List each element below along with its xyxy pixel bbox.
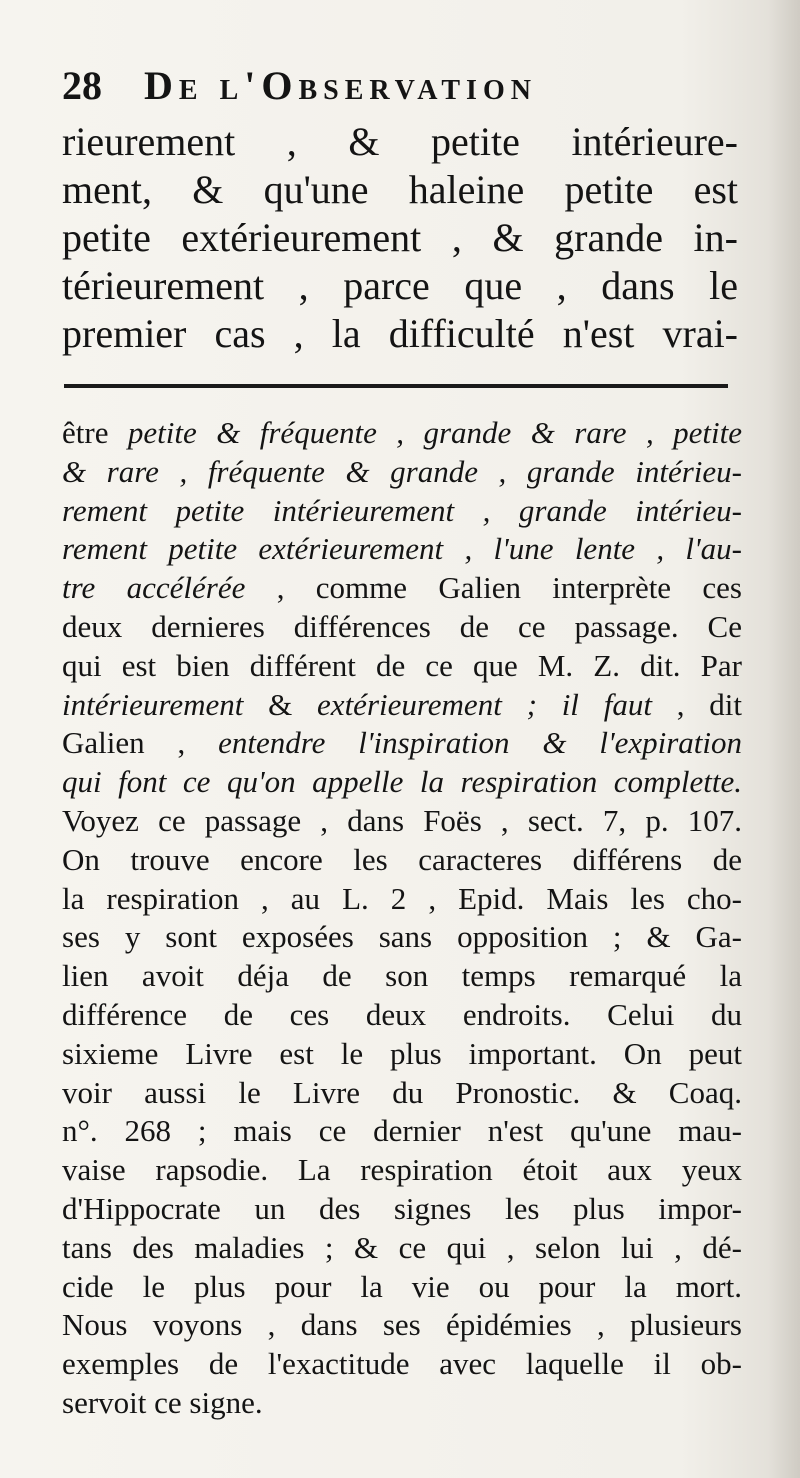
main-text-line: premier cas , la difficulté n'est vrai- — [62, 311, 738, 356]
footnote-line — [62, 841, 742, 880]
footnote-line — [62, 763, 742, 802]
footnote-line — [62, 453, 742, 492]
footnote-italic-run: rement petite extérieurement , l'une lente , l'au- — [62, 531, 742, 567]
footnote-roman-run: sixieme Livre est le plus important. On peut — [62, 1035, 742, 1071]
footnote-line — [62, 414, 742, 453]
footnote-italic-run: petite & fréquente , grande & rare , petite — [127, 415, 742, 450]
footnote-line — [62, 1229, 742, 1268]
footnote-roman-run: d'Hippocrate un des signes les plus impor- — [62, 1190, 742, 1226]
footnote-roman-run: servoit ce signe. — [62, 1384, 263, 1420]
footnote-line — [62, 1384, 742, 1423]
footnote-italic-run: & rare , fréquente & grande , grande intérieu- — [62, 453, 742, 489]
footnote-roman-run: Voyez ce passage , dans Foës , sect. 7, p. 107. — [62, 802, 742, 838]
main-text-line: petite extérieurement , & grande in- — [62, 215, 738, 260]
footnote-line — [62, 957, 742, 996]
footnote-roman-run: vaise rapsodie. La respiration étoit aux yeux — [62, 1152, 742, 1188]
footnote-roman-run: On trouve encore les caracteres différens de — [62, 841, 742, 877]
footnote-roman-run: lien avoit déja de son temps remarqué la — [62, 958, 742, 994]
main-text-line: térieurement , parce que , dans le — [62, 263, 738, 308]
footnote-roman-run: être — [62, 415, 128, 450]
footnote-roman-run: Nous voyons , dans ses épidémies , plusieurs — [62, 1307, 742, 1343]
page-number: 28 — [62, 63, 102, 108]
footnote-line — [62, 1190, 742, 1229]
footnote-line — [62, 724, 742, 763]
footnote-line — [62, 1345, 742, 1384]
footnote-roman-run: , dit — [651, 686, 742, 722]
footnote-italic-run: entendre l'inspiration & l'expiration — [218, 725, 743, 761]
footnote-line — [62, 802, 742, 841]
footnote-roman-run: & — [243, 686, 318, 722]
footnote-block — [62, 414, 742, 1423]
footnote-line — [62, 530, 742, 569]
main-text-line: ment, & qu'une haleine petite est — [62, 167, 738, 212]
footnote-roman-run: ses y sont exposées sans opposition ; & Ga- — [62, 919, 742, 955]
footnote-line — [62, 569, 742, 608]
footnote-italic-run: extérieurement ; il faut — [317, 686, 652, 722]
footnote-roman-run: la respiration , au L. 2 , Epid. Mais les cho- — [62, 880, 742, 916]
footnote-line — [62, 1035, 742, 1074]
footnote-roman-run: qui est bien différent de ce que M. Z. dit. Par — [62, 647, 742, 683]
footnote-italic-run: tre accélérée — [62, 570, 246, 606]
footnote-line — [62, 647, 742, 686]
footnote-line — [62, 880, 742, 919]
footnote-line — [62, 1074, 742, 1113]
footnote-roman-run: tans des maladies ; & ce qui , selon lui , dé- — [62, 1229, 742, 1265]
footnote-roman-run: voir aussi le Livre du Pronostic. & Coaq. — [62, 1074, 742, 1110]
footnote-roman-run: , comme Galien interprète ces — [245, 570, 742, 606]
footnote-line — [62, 686, 742, 725]
footnote-roman-run: cide le plus pour la vie ou pour la mort. — [62, 1268, 742, 1304]
footnote-italic-run: qui font ce qu'on appelle la respiration complette. — [62, 764, 742, 800]
footnote-divider-rule — [64, 384, 728, 388]
footnote-roman-run: différence de ces deux endroits. Celui du — [62, 996, 742, 1032]
page-header — [62, 62, 742, 118]
footnote-italic-run: rement petite intérieurement , grande intérieu- — [62, 492, 742, 528]
footnote-line — [62, 918, 742, 957]
footnote-line — [62, 492, 742, 531]
footnote-line — [62, 608, 742, 647]
footnote-roman-run: n°. 268 ; mais ce dernier n'est qu'une mau- — [62, 1113, 742, 1149]
main-text-block — [62, 118, 738, 358]
footnote-italic-run: intérieurement — [62, 686, 244, 722]
running-title: De l'Observation — [144, 63, 537, 108]
main-text-line: rieurement , & petite intérieure- — [62, 119, 738, 164]
footnote-line — [62, 996, 742, 1035]
footnote-line — [62, 1268, 742, 1307]
footnote-roman-run: exemples de l'exactitude avec laquelle il ob- — [62, 1346, 742, 1382]
footnote-line — [62, 1306, 742, 1345]
footnote-line — [62, 1112, 742, 1151]
footnote-roman-run: Galien , — [62, 725, 219, 761]
footnote-line — [62, 1151, 742, 1190]
footnote-roman-run: deux dernieres différences de ce passage. Ce — [62, 608, 742, 644]
